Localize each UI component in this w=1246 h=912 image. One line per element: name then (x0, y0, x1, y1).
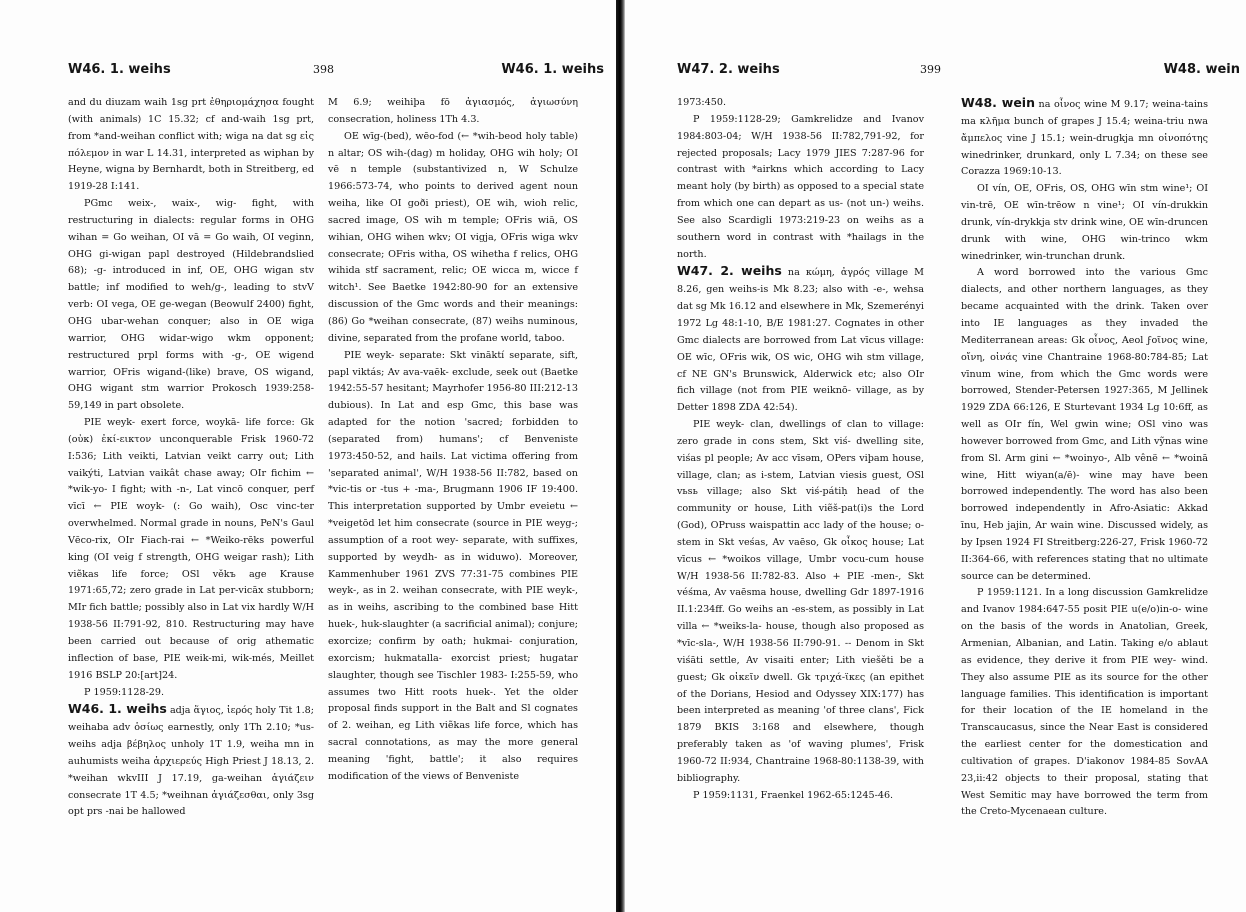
paragraph-text: P 1959:1128-29; Gamkrelidze and Ivanov 1984:803-04; W/H 1938-56 II:782,791-92, for rejected proposals; Lacy 1979 JIES 7:287-96 for contrast with *airkns which according to Lacy meant holy (by birth) as opposed to a special state from which one can depart as us- (not un-) weihs. See also Scardigli 1973:219-23 on weihs as a southern word in contrast with *hailags in the north. (677, 113, 924, 260)
paragraph-text: na οἶνος wine M 9.17; weina-tains ma κλῆμα bunch of grapes J 15.4; weina-triu nwa ἄμπελος vine J 15.1; wein-drugkja mn οἰνοπότης winedrinker, drunkard, only L 7.34; on these see Corazza 1969:10-13. (961, 99, 1208, 178)
paragraph-text: PIE weyk- clan, dwellings of clan to village: zero grade in cons stem, Skt viś- dwelling site, viśas pl people; Av acc vīsəm, OPers viþam house, village, clan; as i-stem, Latvian viesis guest, OSl vьsь village; also Skt viś-pátiḥ head of the community or house, Lith viẽš-pat(i)s the Lord (God), OPruss waispattin acc lady of the house; o-stem in Skt veśas, Av vaēso, Gk οἶκος house; Lat vīcus ← *woikos village, Umbr vocu-cum house W/H 1938-56 II:782-83. Also + PIE -men-, Skt véśma, Av vaēsma house, dwelling Gdr 1897-1916 II.1:234ff. Go weihs an -es-stem, as possibly in Lat villa ← *weiks-la- house, though also proposed as *vīc-sla-, W/H 1938-56 II:790-91. -- Denom in Skt viśāti settle, Av visaiti enter; Lith viešěti be a guest; Gk οἰκεῖν dwell. Gk τριχά-ϊκες (an epithet of the Dorians, Hesiod and Odyssey XIX:177) has been interpreted as meaning 'of three clans', Fick 1879 BKIS 3:168 and elsewhere, though preferably taken as 'of waving plumes', Frisk 1960-72 II:934, Chantraine 1968-80:1138-39, with bibliography. (677, 419, 924, 784)
left-page-number: 398 (313, 63, 334, 76)
right-running-head-left: W47. 2. weihs (677, 62, 780, 77)
paragraph (677, 788, 924, 805)
right-page-number: 399 (920, 63, 941, 76)
paragraph (677, 417, 924, 788)
entry-headword: W47. 2. weihs (677, 263, 782, 279)
left-running-head-right: W46. 1. weihs (501, 62, 604, 77)
paragraph (328, 129, 578, 348)
dictionary-entry (961, 95, 1208, 181)
right-running-head-right: W48. wein (1163, 62, 1240, 77)
paragraph-text: PIE weyk- exert force, woykā- life force: Gk (οὐκ) ἐκί-εικτον unconquerable Frisk 1960-72 I:536; Lith veikti, Latvian veikt carry out; Lith vaikýti, Latvian vaikât chase away; OIr fichim ← *wik-yo- I fight; with -n-, Lat vincō conquer, perf vīcī ← PIE woyk- (: Go waih), Osc vinc-ter overwhelmed. Normal grade in nouns, PeN's Gaul Vēco-rix, OIr Fiach-rai ← *Weiko-rēks powerful king (OI veig f strength, OHG weigar rash); Lith viẽkas life force; OSl věkъ age Krause 1971:65,72; zero grade in Lat per-vicāx stubborn; MIr fich battle; possibly also in Lat vix hardly W/H 1938-56 II:791-92, 810. Restructuring may have been carried out because of orig athematic inflection of base, PIE weik-mi, wik-més, Meillet 1916 BSLP 20:[art]24. (68, 417, 314, 681)
paragraph-text: A word borrowed into the various Gmc dialects, and other northern languages, as they became acquainted with the drink. Taken over into IE languages as they invaded the Mediterranean areas: Gk οἶνος, Aeol ϝοῖνος wine, οἴνη, οἰνάς vine Chantraine 1968-80:784-85; Lat vīnum wine, from which the Gmc words were borrowed, Stender-Petersen 1927:365, M Jellinek 1929 ZDA 66:126, E Sturtevant 1934 Lg 10:6ff, as well as OIr fín, Wel gwin wine; OSl vino was however borrowed from Gmc, and Lith vỹnas wine from Sl. Arm gini ← *woinyo-, Alb vênë ← *woinā wine, Hitt wiyan(a/ē)- wine may have been borrowed independently. The word has also been borrowed independently in Afro-Asiatic: Akkad īnu, Heb jajin, Ar wain wine. Discussed widely, as by Ipsen 1924 FI Streitberg:226-27, Frisk 1960-72 II:364-66, with references stating that no ultimate source can be determined. (961, 267, 1208, 582)
paragraph-text: adja ἅγιος, ἱερός holy Tit 1.8; weihaba adv ὁσίως earnestly, only 1Th 2.10; *us-weihs adja βέβηλος unholy 1T 1.9, weiha mn in auhumists weiha ἀρχιερεύς High Priest J 18.13, 2. *weihan wkvIII J 17.19, ga-weihan ἁγιάζειν consecrate 1T 4.5; *weihnan ἁγιάζεσθαι, only 3sg opt prs -nai be hallowed (68, 705, 314, 818)
right-column-1 (677, 95, 924, 804)
paragraph (68, 95, 314, 196)
paragraph-text: OE wīg-(bed), wēo-fod (← *wih-beod holy table) n altar; OS wih-(dag) m holiday, OHG wih holy; OI vē n temple (substantivized n, W Schulze 1966:573-74, who points to derived agent noun weiha, like OI goði priest), OE wih, wioh relic, sacred image, OS wih m temple; OFris wiā, OS wihian, OHG wihen wkv; OI vigja, OFris wiga wkv consecrate; OFris witha, OS wihetha f relics, OHG wihida stf sacrament, relic; OE wicca m, wicce f witch¹. See Baetke 1942:80-90 for an extensive discussion of the Gmc words and their meanings: (86) Go *weihan consecrate, (87) weihs numinous, divine, separated from the profane world, taboo. (328, 130, 578, 344)
paragraph (961, 265, 1208, 585)
right-column-2 (961, 95, 1208, 821)
left-running-head-left: W46. 1. weihs (68, 62, 171, 77)
paragraph (328, 95, 578, 129)
paragraph (677, 95, 924, 112)
left-column-1 (68, 95, 314, 821)
paragraph-text: and du diuzam waih 1sg prt ἐθηριομάχησα fought (with animals) 1C 15.32; cf and-waih 1sg prt, from *and-weihan conflict with; wiga na dat sg εἰς πόλεμον in war L 14.31, interpreted as wiphan by Heyne, wigna by Bernhardt, both in Streitberg, ed 1919-28 I:141. (68, 97, 314, 193)
dictionary-entry (68, 701, 314, 821)
paragraph-text: 1973:450. (677, 97, 727, 108)
left-page (0, 0, 616, 912)
paragraph (961, 181, 1208, 265)
paragraph-text: P 1959:1121. In a long discussion Gamkrelidze and Ivanov 1984:647-55 posit PIE u(e/o)in-o- wine on the basis of the words in Anatolian, Greek, Armenian, Albanian, and Latin. Taking e/o ablaut as evidence, they derive it from PIE wey- wind. They also assume PIE as its source for the other language families. This identification is important for their location of the IE homeland in the Transcaucasus, since the Near East is considered the earliest center for the domestication and cultivation of grapes. D'iakonov 1984-85 SovAA 23,ii:42 objects to their proposal, stating that West Semitic may have borrowed the term from the Creto-Mycenaean culture. (961, 587, 1208, 818)
paragraph (68, 196, 314, 415)
paragraph (328, 348, 578, 786)
paragraph-text: OI vín, OE, OFris, OS, OHG wīn stm wine¹; OI vin-trē, OE wīn-trēow n vine¹; OI vín-drukkin drunk, vín-drykkja stv drink wine, OE wīn-druncen drunk with wine, OHG win-trinco wkm winedrinker, win-trunchan drunk. (961, 183, 1208, 262)
right-page (625, 0, 1246, 912)
paragraph (677, 112, 924, 264)
paragraph (68, 685, 314, 702)
paragraph-text: P 1959:1128-29. (84, 686, 165, 698)
book-gutter (616, 0, 625, 912)
entry-headword: W48. wein (961, 95, 1035, 110)
paragraph-text: PIE weyk- separate: Skt vināktí separate, sift, papl viktás; Av ava-vaēk- exclude, seek out (Baetke 1942:55-57 hesitant; Mayrhofer 1956-80 III:212-13 dubious). In Lat and esp Gmc, this base was adapted for the notion 'sacred; forbidden to (separated from) humans'; cf Benveniste 1973:450-52, and hails. Lat victima offering from 'separated animal', W/H 1938-56 II:782, based on *vic-tis or -tus + -ma-, Brugmann 1906 IF 19:400. This interpretation supported by Umbr eveietu ← *veigetōd let him consecrate (source in PIE weyg-; assumption of a root wey- separate, with suffixes, supported by weydh- as in widuwo). Moreover, Kammenhuber 1961 ZVS 77:31-75 combines PIE weyk-, as in 2. weihan consecrate, with PIE weyk-, as in weihs, ascribing to the combined base Hitt huek-, huk-slaughter (a sacrificial animal); conjure; exorcize; confirm by oath; hukmai- conjuration, exorcism; hukmatalla- exorcist priest; hugatar slaughter, though see Tischler 1983- I:255-59, who assumes two Hitt roots huek-. Yet the older proposal finds support in the Balt and Sl cognates of 2. weihan, eg Lith viẽkas life force, which has sacral connotations, as may the more general meaning 'fight, battle'; it also requires modification of the views of Benveniste (328, 349, 578, 782)
paragraph (68, 415, 314, 685)
paragraph-text: M 6.9; weihiþa fō ἁγιασμός, ἁγιωσύνη consecration, holiness 1Th 4.3. (328, 97, 578, 125)
paragraph-text: P 1959:1131, Fraenkel 1962-65:1245-46. (693, 789, 894, 801)
dictionary-entry (677, 263, 924, 417)
paragraph-text: na κώμη, ἀγρός village M 8.26, gen weihs-is Mk 8.23; also with -e-, wehsa dat sg Mk 16.12 and elsewhere in Mk, Szemerényi 1972 Lg 48:1-10, B/E 1981:27. Cognates in other Gmc dialects are borrowed from Lat vīcus village: OE wīc, OFris wik, OS wic, OHG wih stm village, cf NE GN's Brunswick, Alderwick etc; also OIr fich village (not from PIE weiknō- village, as by Detter 1898 ZDA 42:54). (677, 267, 924, 414)
paragraph (961, 585, 1208, 821)
entry-headword: W46. 1. weihs (68, 701, 167, 717)
paragraph-text: PGmc weix-, waix-, wig- fight, with restructuring in dialects: regular forms in OHG wihan = Go weihan, OI vā = Go waih, OI veginn, OHG gi-wigan papl destroyed (Hildebrandslied 68); -g- introduced in inf, OE, OHG wigan stv battle; inf modified to weh/g-, leading to stvV verb: OI vega, OE ge-wegan (Beowulf 2400) fight, OHG ubar-wehan conquer; also in OE wiga warrior, OHG widar-wigo wkm opponent; restructured prpl forms with -g-, OE wigend warrior, OFris wigand-(like) brave, OS wigand, OHG wigant stm warrior Prokosch 1939:258-59,149 in part obsolete. (68, 198, 314, 412)
left-column-2 (328, 95, 578, 786)
